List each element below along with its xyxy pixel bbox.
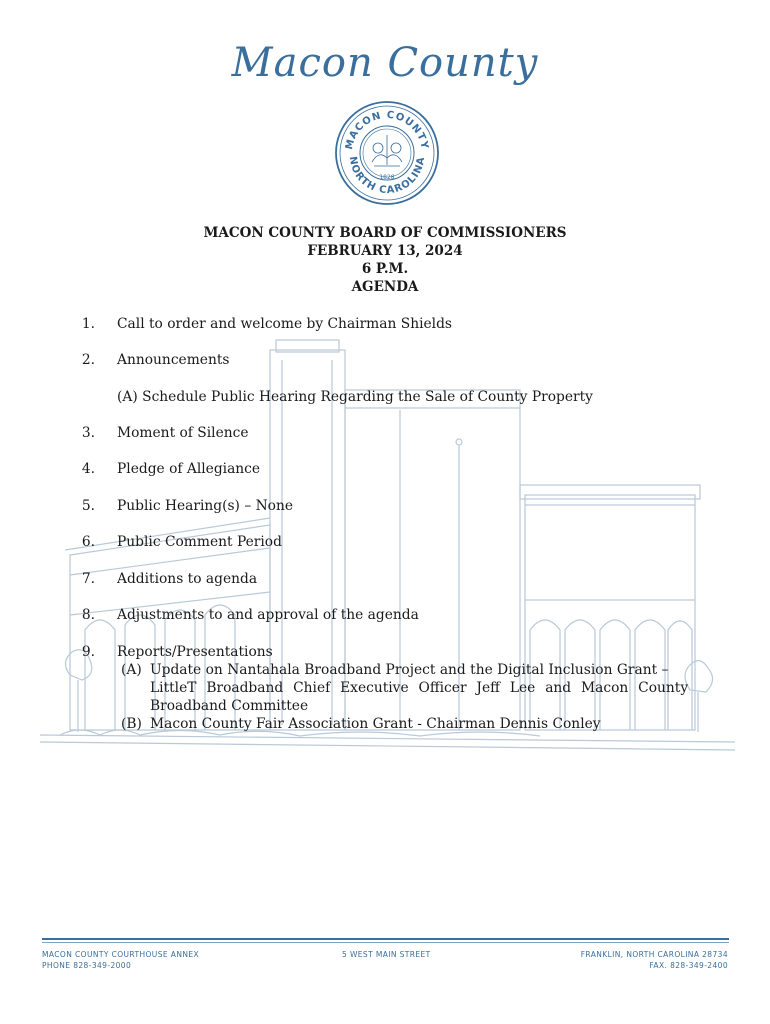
footer-rule-thin [42, 942, 729, 943]
report-subitem-line: Update on Nantahala Broadband Project and the Digital Inclusion Grant – [150, 662, 669, 678]
agenda-item-number: 6. [81, 534, 95, 550]
footer-address-name: MACON COUNTY COURTHOUSE ANNEX [42, 950, 200, 959]
footer-city: FRANKLIN, NORTH CAROLINA 28734 [580, 950, 728, 959]
report-subitem-label: (A) [121, 662, 142, 678]
agenda-item-text: Reports/Presentations [117, 644, 273, 660]
agenda-item-number: 8. [81, 607, 95, 623]
agenda-item-text: Announcements [117, 352, 230, 368]
agenda-title: AGENDA [351, 279, 419, 295]
agenda-item-number: 2. [81, 352, 95, 368]
report-subitem-line: Broadband Committee [150, 698, 309, 714]
agenda-item-text: Additions to agenda [117, 571, 258, 587]
agenda-item-number: 5. [81, 498, 95, 514]
svg-text:1828: 1828 [379, 174, 395, 181]
agenda-item-number: 4. [81, 461, 95, 477]
agenda-item-text: Public Comment Period [117, 534, 282, 550]
agenda-item-text: Call to order and welcome by Chairman Shields [117, 316, 452, 332]
report-subitem-label: (B) [121, 716, 142, 732]
footer-phone: PHONE 828-349-2000 [42, 961, 132, 970]
agenda-item-number: 7. [81, 571, 95, 587]
agenda-item-number: 9. [81, 644, 95, 660]
agenda-item-text: Moment of Silence [117, 425, 249, 441]
svg-text:MACON COUNTY: MACON COUNTY [343, 109, 430, 151]
county-brand-title: Macon County [231, 40, 539, 86]
agenda-item-text: Public Hearing(s) – None [117, 498, 294, 514]
agenda-item-number: 1. [81, 316, 95, 332]
announcement-subitem: (A) Schedule Public Hearing Regarding the Sale of County Property [117, 389, 593, 405]
footer-street: 5 WEST MAIN STREET [342, 950, 431, 959]
report-subitem-line: Macon County Fair Association Grant - Chairman Dennis Conley [150, 716, 601, 732]
report-subitem-line: LittleT Broadband Chief Executive Officer Jeff Lee and Macon County [150, 680, 689, 696]
agenda-item-text: Pledge of Allegiance [117, 461, 261, 477]
board-title: MACON COUNTY BOARD OF COMMISSIONERS [203, 225, 567, 241]
svg-text:NORTH CAROLINA: NORTH CAROLINA [346, 155, 428, 197]
meeting-date: FEBRUARY 13, 2024 [307, 243, 463, 259]
footer-fax: FAX. 828-349-2400 [649, 961, 728, 970]
agenda-item-number: 3. [81, 425, 95, 441]
footer-rule [42, 938, 729, 940]
meeting-time: 6 P.M. [361, 261, 409, 277]
agenda-item-text: Adjustments to and approval of the agenda [117, 607, 419, 623]
